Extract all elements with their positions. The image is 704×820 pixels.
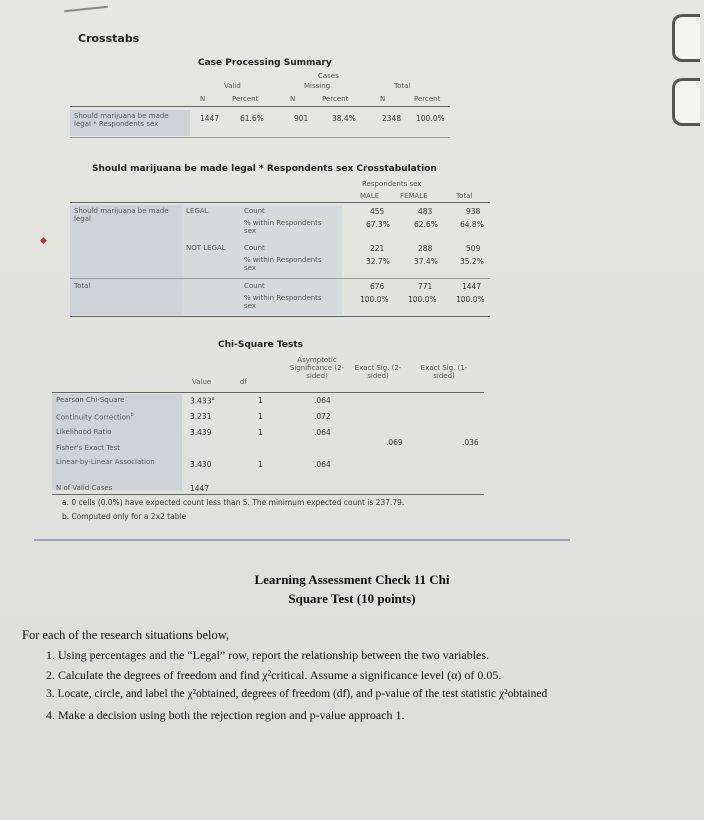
chi-header-df: df	[240, 378, 247, 386]
total-male-count: 676	[370, 282, 385, 291]
chi-row-name: N of Valid Cases	[56, 484, 113, 492]
legal-female-pct: 62.6%	[414, 220, 438, 229]
table-rule	[70, 316, 490, 317]
chi-row-asym: .072	[314, 412, 331, 421]
table-rule	[52, 494, 484, 495]
sub-percent: Percent	[232, 95, 259, 103]
crosstab-title: Should marijuana be made legal * Respondents sex Crosstabulation	[92, 164, 437, 174]
stat-count: Count	[244, 244, 265, 252]
case-summary-title: Case Processing Summary	[198, 58, 332, 68]
cases-label: Cases	[318, 72, 339, 80]
notlegal-total-count: 509	[466, 244, 481, 253]
pen-mark	[64, 6, 108, 13]
table-rule	[70, 137, 450, 138]
stat-pct: % within Respondents sex	[244, 219, 322, 235]
cat-not-legal: NOT LEGAL	[186, 244, 226, 252]
chi-header-exact2: Exact Sig. (2-sided)	[354, 364, 402, 380]
legal-female-count: 483	[418, 207, 433, 216]
stat-count: Count	[244, 207, 265, 215]
binder-ring	[672, 78, 700, 126]
chi-footnote-a: a. 0 cells (0.0%) have expected count less than 5. The minimum expected count is 237.79.	[62, 498, 405, 507]
table-rule	[52, 392, 484, 393]
cat-legal: LEGAL	[186, 207, 209, 215]
group-valid: Valid	[224, 82, 241, 90]
notlegal-male-pct: 32.7%	[366, 257, 390, 266]
chi-row-exact2: .069	[386, 438, 403, 447]
assessment-item-1: 1. Using percentages and the “Legal” row, report the relationship between the two variables.	[46, 648, 490, 662]
crosstab-row-var: Should marijuana be made legal	[74, 207, 169, 223]
group-total: Total	[394, 82, 411, 90]
chi-row-df: 1	[258, 428, 263, 437]
notlegal-female-pct: 37.4%	[414, 257, 438, 266]
sub-percent: Percent	[414, 95, 441, 103]
case-total-pct: 100.0%	[416, 114, 445, 123]
case-missing-n: 901	[294, 114, 309, 123]
total-male-pct: 100.0%	[360, 295, 389, 304]
legal-male-pct: 67.3%	[366, 220, 390, 229]
binder-rings	[674, 0, 704, 200]
binder-ring	[672, 14, 700, 62]
chi-title: Chi-Square Tests	[218, 340, 303, 350]
legal-total-pct: 64.8%	[460, 220, 484, 229]
notlegal-female-count: 288	[418, 244, 433, 253]
chi-footnote-b: b. Computed only for a 2x2 table	[62, 512, 187, 521]
sub-n: N	[380, 95, 386, 103]
chi-header-exact1: Exact Sig. (1-sided)	[420, 364, 468, 380]
legal-male-count: 455	[370, 207, 385, 216]
chi-row-value: 3.439	[190, 428, 212, 437]
chi-row-exact1: .036	[462, 438, 479, 447]
table-rule	[70, 106, 450, 107]
crosstab-col-group: Respondents sex	[362, 180, 422, 188]
crosstabs-heading: Crosstabs	[78, 32, 140, 45]
notlegal-male-count: 221	[370, 244, 385, 253]
sub-n: N	[200, 95, 206, 103]
stat-count: Count	[244, 282, 265, 290]
sub-percent: Percent	[322, 95, 349, 103]
chi-row-name: Likelihood Ratio	[56, 428, 112, 436]
chi-row-df: 1	[258, 460, 263, 469]
chi-row-asym: .064	[314, 396, 331, 405]
total-label: Total	[74, 282, 91, 290]
chi-row-name: Continuity Correction$^b$	[56, 412, 134, 422]
case-missing-pct: 38.4%	[332, 114, 356, 123]
stat-pct: % within Respondents sex	[244, 294, 322, 310]
chi-row-value: 3.231	[190, 412, 212, 421]
case-valid-n: 1447	[200, 114, 220, 123]
chi-row-value: 3.430	[190, 460, 212, 469]
chi-row-asym: .064	[314, 460, 331, 469]
total-female-pct: 100.0%	[408, 295, 437, 304]
col-female: FEMALE	[400, 192, 428, 200]
total-total-pct: 100.0%	[456, 295, 485, 304]
chi-row-name: Linear-by-Linear Association	[56, 458, 155, 466]
assessment-item-4: 4. Make a decision using both the rejection region and p-value approach 1.	[46, 708, 405, 722]
assessment-intro: For each of the research situations below,	[22, 628, 230, 642]
chi-row-value: 3.433$^a$	[190, 396, 215, 406]
assessment-item-3: 3. Locate, circle, and label the χ²obtained, degrees of freedom (df), and p-value of the test statistic χ²obtained	[46, 688, 548, 700]
sub-n: N	[290, 95, 296, 103]
row-header-shade	[52, 394, 182, 490]
table-rule	[70, 278, 490, 279]
case-valid-pct: 61.6%	[240, 114, 264, 123]
assessment-item-2: 2. Calculate the degrees of freedom and find χ²critical. Assume a significance level (α) of 0.05.	[46, 668, 502, 682]
col-male: MALE	[360, 192, 380, 200]
chi-header-asym: Asymptotic Significance (2-sided)	[289, 356, 345, 380]
chi-row-df: 1	[258, 412, 263, 421]
total-female-count: 771	[418, 282, 433, 291]
chi-row-df: 1	[258, 396, 263, 405]
notlegal-total-pct: 35.2%	[460, 257, 484, 266]
legal-total-count: 938	[466, 207, 481, 216]
assessment-title-line2: Square Test (10 points)	[288, 591, 416, 606]
case-row-label: Should marijuana be made legal * Respondents sex	[74, 112, 169, 128]
stat-pct: % within Respondents sex	[244, 256, 322, 272]
chi-row-name: Fisher's Exact Test	[56, 444, 120, 452]
chi-row-value: 1447	[190, 484, 210, 493]
section-separator	[34, 539, 570, 541]
bullet-mark: ◆	[40, 236, 47, 246]
table-rule	[70, 202, 490, 203]
group-missing: Missing	[304, 82, 331, 90]
chi-header-value: Value	[192, 378, 212, 386]
chi-row-name: Pearson Chi-Square	[56, 396, 125, 404]
assessment-title-line1: Learning Assessment Check 11 Chi	[254, 572, 450, 587]
case-total-n: 2348	[382, 114, 402, 123]
col-total: Total	[456, 192, 473, 200]
chi-row-asym: .064	[314, 428, 331, 437]
total-total-count: 1447	[462, 282, 482, 291]
